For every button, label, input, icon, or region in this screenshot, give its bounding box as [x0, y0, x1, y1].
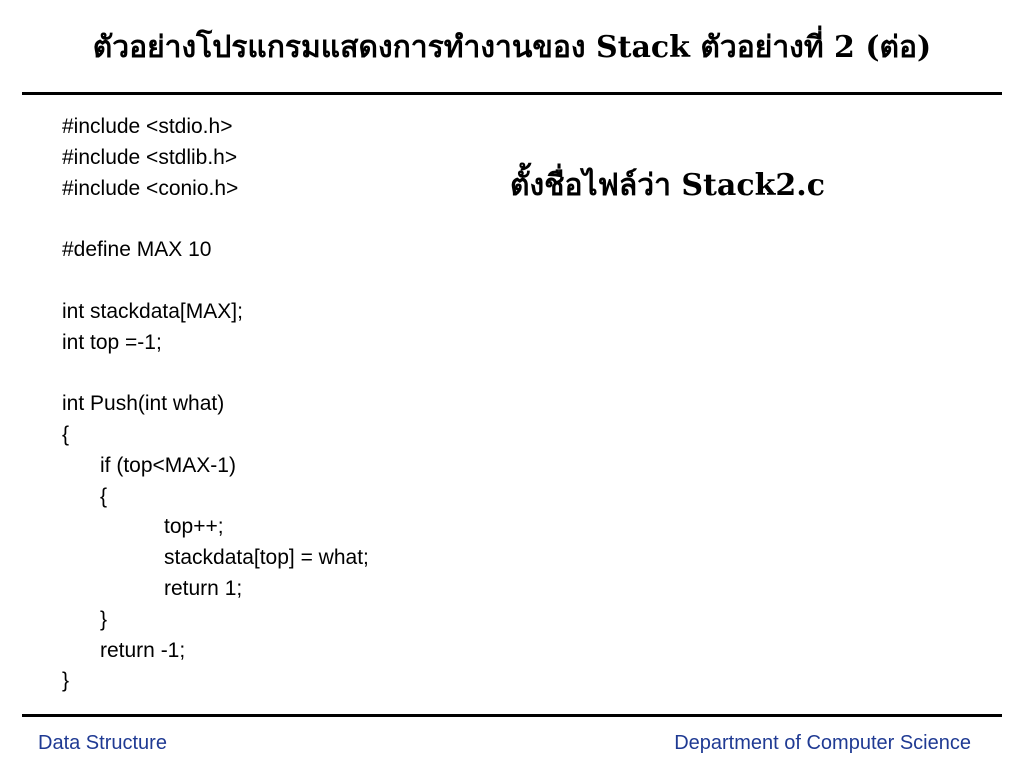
- footer-divider: [22, 714, 1002, 717]
- code-line: #include <stdio.h>: [62, 115, 233, 138]
- code-line: top++;: [164, 515, 224, 539]
- slide-title: ตัวอย่างโปรแกรมแสดงการทำงานของ Stack ตัวอย่างที่ 2 (ต่อ): [92, 30, 932, 65]
- filename-note: ตั้งชื่อไฟล์ว่า Stack2.c: [510, 168, 825, 203]
- code-line: int Push(int what): [62, 392, 225, 416]
- code-line: #include <stdlib.h>: [62, 145, 238, 169]
- code-line: }: [62, 669, 70, 693]
- code-line: {: [62, 422, 70, 446]
- code-line: if (top<MAX-1): [100, 453, 236, 477]
- footer-department: Department of Computer Science: [674, 732, 971, 754]
- code-line: #define MAX 10: [62, 238, 212, 262]
- code-line: #include <conio.h>: [62, 176, 239, 200]
- code-listing: [62, 112, 369, 697]
- footer-course-name: Data Structure: [38, 732, 167, 754]
- code-line: stackdata[top] = what;: [164, 546, 369, 570]
- code-line: int stackdata[MAX];: [62, 299, 243, 323]
- code-line: }: [100, 607, 108, 631]
- title-divider: [22, 92, 1002, 95]
- code-line-blank: [62, 266, 369, 297]
- code-line-blank: [62, 358, 369, 389]
- code-line: {: [100, 484, 108, 508]
- code-line-blank: [62, 204, 369, 235]
- code-line: return 1;: [164, 576, 243, 600]
- code-line: int top =-1;: [62, 330, 162, 354]
- code-line: return -1;: [100, 638, 186, 662]
